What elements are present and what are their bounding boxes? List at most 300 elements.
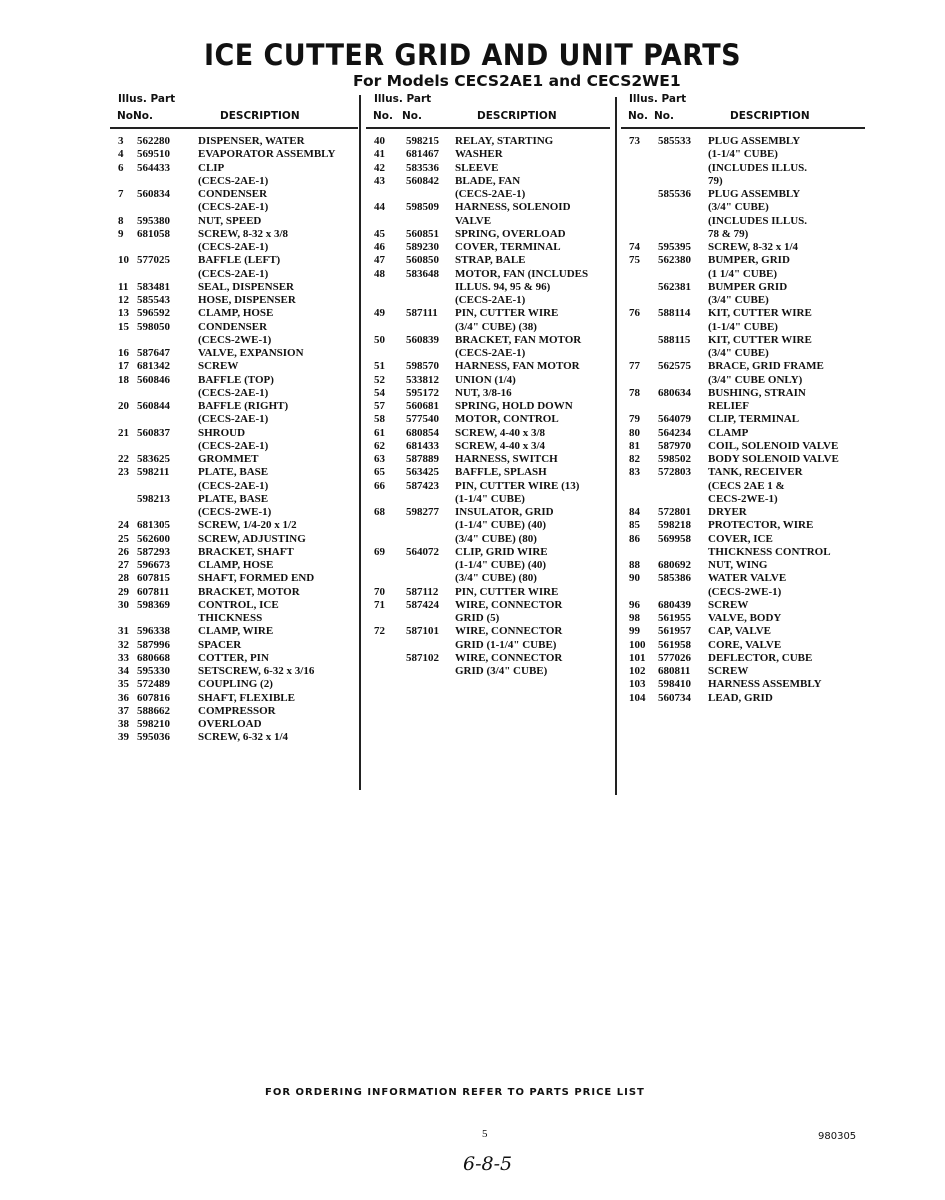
part-description: VALVE, EXPANSION: [198, 347, 304, 359]
part-number: 587102: [406, 651, 439, 664]
illus-number: 45: [374, 227, 385, 240]
part-description: (CECS-2WE-1): [198, 333, 272, 346]
illus-number: 15: [118, 320, 129, 333]
illus-number: 39: [118, 731, 129, 744]
part-description: 78 & 79): [708, 227, 749, 240]
part-description: SCREW: [708, 665, 749, 677]
handwritten-note: 6-8-5: [463, 1153, 513, 1175]
part-description: PROTECTOR, WIRE: [708, 519, 814, 532]
part-description: BRACKET, FAN MOTOR: [455, 333, 582, 346]
part-description: WIRE, CONNECTOR: [455, 625, 563, 638]
part-number: 560681: [406, 400, 439, 412]
header-illus-part: [629, 93, 686, 105]
illus-number: 35: [118, 678, 129, 691]
part-description: (CECS-2AE-1): [198, 267, 269, 280]
part-number: 587111: [406, 307, 438, 320]
part-description: CONDENSER: [198, 320, 268, 333]
illus-number: 77: [629, 360, 640, 373]
part-number: 587996: [137, 638, 170, 651]
part-description: UNION (1/4): [455, 373, 516, 386]
part-number: 595395: [658, 241, 691, 253]
part-number: 598410: [658, 678, 691, 691]
part-number: 583481: [137, 280, 170, 293]
illus-number: 16: [118, 347, 129, 359]
part-description: CLAMP: [708, 426, 749, 439]
part-description: (3/4" CUBE): [708, 347, 769, 359]
part-number: 681058: [137, 227, 170, 240]
part-description: SEAL, DISPENSER: [198, 280, 294, 293]
part-number: 598213: [137, 492, 170, 505]
part-number: 577026: [658, 651, 691, 664]
part-description: DEFLECTOR, CUBE: [708, 651, 813, 664]
illus-number: 52: [374, 373, 385, 386]
part-description: CLIP, GRID WIRE: [455, 545, 548, 558]
illus-number: 40: [374, 135, 385, 147]
part-number: 587101: [406, 625, 439, 638]
part-description: SCREW, 4-40 x 3/4: [455, 439, 546, 452]
part-description: CONDENSER: [198, 188, 268, 200]
part-number: 598570: [406, 360, 439, 373]
page-subtitle: For Models CECS2AE1 and CECS2WE1: [353, 72, 681, 90]
illus-number: 68: [374, 506, 385, 518]
part-number: 680811: [658, 665, 691, 677]
part-description: RELAY, STARTING: [455, 135, 554, 147]
part-description: HARNESS, SWITCH: [455, 453, 558, 465]
part-description: (1-1/4" CUBE): [708, 320, 778, 333]
part-number: 681467: [406, 148, 439, 161]
part-description: PLUG ASSEMBLY: [708, 135, 801, 147]
illus-number: 7: [118, 188, 124, 200]
illus-number: 4: [118, 148, 124, 161]
part-description: HARNESS, SOLENOID: [455, 201, 571, 214]
part-description: (CECS-2AE-1): [455, 347, 526, 359]
illus-number: 62: [374, 439, 385, 452]
part-description: (CECS-2AE-1): [198, 479, 269, 492]
illus-number: 47: [374, 254, 385, 267]
part-description: (CECS-2WE-1): [708, 585, 782, 598]
header-illus: Illus.: [118, 93, 147, 105]
part-number: 569510: [137, 148, 170, 161]
illus-number: 80: [629, 426, 640, 439]
part-number: 564079: [658, 413, 691, 426]
part-number: 560834: [137, 188, 170, 200]
part-description: CLIP, TERMINAL: [708, 413, 800, 426]
part-number: 564072: [406, 545, 439, 558]
part-number: 598215: [406, 135, 439, 147]
part-number: 598050: [137, 320, 170, 333]
part-number: 561957: [658, 625, 691, 638]
part-number: 587423: [406, 479, 439, 492]
illus-number: 86: [629, 532, 640, 545]
illus-number: 98: [629, 612, 640, 624]
part-number: 595036: [137, 731, 170, 744]
part-description: SCREW, 4-40 x 3/8: [455, 426, 546, 439]
part-description: NUT, WING: [708, 559, 768, 571]
part-number: 560844: [137, 400, 170, 412]
illus-number: 22: [118, 453, 129, 465]
illus-number: 20: [118, 400, 129, 412]
part-number: 585536: [658, 188, 691, 200]
part-description: KIT, CUTTER WIRE: [708, 333, 812, 346]
part-description: TANK, RECEIVER: [708, 466, 803, 479]
part-description: GROMMET: [198, 453, 259, 465]
part-description: BRACKET, SHAFT: [198, 545, 294, 558]
illus-number: 70: [374, 585, 385, 598]
part-number: 598218: [658, 519, 691, 532]
part-description: BODY SOLENOID VALVE: [708, 453, 839, 465]
part-number: 587424: [406, 598, 439, 611]
part-description: WIRE, CONNECTOR: [455, 598, 563, 611]
part-number: 569958: [658, 532, 691, 545]
illus-number: 82: [629, 453, 640, 465]
part-number: 562381: [658, 280, 691, 293]
part-number: 607811: [137, 585, 170, 598]
illus-number: 75: [629, 254, 640, 267]
illus-number: 79: [629, 413, 640, 426]
part-description: SPRING, OVERLOAD: [455, 227, 566, 240]
part-description: SCREW, ADJUSTING: [198, 532, 306, 545]
part-description: PLATE, BASE: [198, 492, 269, 505]
illus-number: 21: [118, 426, 129, 439]
illus-number: 90: [629, 572, 640, 585]
illus-number: 66: [374, 479, 385, 492]
illus-number: 72: [374, 625, 385, 638]
part-description: PIN, CUTTER WIRE: [455, 307, 559, 320]
illus-number: 42: [374, 161, 385, 174]
part-description: (3/4" CUBE) (80): [455, 532, 537, 545]
illus-number: 38: [118, 718, 129, 730]
part-description: ILLUS. 94, 95 & 96): [455, 280, 551, 293]
part-description: STRAP, BALE: [455, 254, 526, 267]
part-number: 562600: [137, 532, 170, 545]
illus-number: 96: [629, 598, 640, 611]
part-description: HOSE, DISPENSER: [198, 294, 296, 306]
part-description: KIT, CUTTER WIRE: [708, 307, 812, 320]
part-description: (3/4" CUBE) (80): [455, 572, 537, 585]
part-number: 680854: [406, 426, 439, 439]
illus-number: 10: [118, 254, 129, 267]
header-rule: [621, 127, 865, 129]
part-number: 595330: [137, 665, 170, 677]
illus-number: 63: [374, 453, 385, 465]
part-description: BLADE, FAN: [455, 174, 521, 187]
part-description: MOTOR, CONTROL: [455, 413, 559, 426]
header-illus-no: No.: [117, 110, 137, 122]
illus-number: 8: [118, 214, 124, 227]
part-description: BUMPER GRID: [708, 280, 788, 293]
illus-number: 69: [374, 545, 385, 558]
illus-number: 13: [118, 307, 129, 320]
part-number: 598369: [137, 598, 170, 611]
part-description: BRACKET, MOTOR: [198, 585, 300, 598]
part-number: 588115: [658, 333, 691, 346]
part-number: 564433: [137, 161, 170, 174]
part-description: (CECS-2AE-1): [198, 413, 269, 426]
part-number: 560842: [406, 174, 439, 187]
illus-number: 32: [118, 638, 129, 651]
illus-number: 44: [374, 201, 385, 214]
part-number: 572803: [658, 466, 691, 479]
part-number: 595380: [137, 214, 170, 227]
part-description: THICKNESS: [198, 612, 263, 624]
part-description: SPRING, HOLD DOWN: [455, 400, 573, 412]
part-description: (3/4" CUBE) (38): [455, 320, 537, 333]
part-number: 561955: [658, 612, 691, 624]
illus-number: 84: [629, 506, 640, 518]
part-description: (CECS-2AE-1): [455, 294, 526, 306]
part-description: WASHER: [455, 148, 503, 161]
page-number: 5: [482, 1128, 488, 1140]
part-description: PIN, CUTTER WIRE (13): [455, 479, 580, 492]
part-description: SCREW, 6-32 x 1/4: [198, 731, 289, 744]
part-description: WIRE, CONNECTOR: [455, 651, 563, 664]
part-description: GRID (1-1/4" CUBE): [455, 638, 557, 651]
illus-number: 28: [118, 572, 129, 585]
part-description: SHROUD: [198, 426, 246, 439]
illus-number: 33: [118, 651, 129, 664]
page-title: ICE CUTTER GRID AND UNIT PARTS: [203, 38, 742, 72]
illus-number: 27: [118, 559, 129, 571]
part-description: VALVE: [455, 214, 492, 227]
part-description: (CECS 2AE 1 &: [708, 479, 785, 492]
illus-number: 104: [629, 691, 646, 704]
part-description: BUSHING, STRAIN: [708, 386, 806, 399]
illus-number: 76: [629, 307, 640, 320]
part-description: SHAFT, FORMED END: [198, 572, 315, 585]
part-description: COMPRESSOR: [198, 704, 276, 717]
illus-number: 9: [118, 227, 124, 240]
part-description: BRACE, GRID FRAME: [708, 360, 824, 373]
ordering-note: FOR ORDERING INFORMATION REFER TO PARTS PRICE LIST: [265, 1087, 645, 1098]
part-number: 560850: [406, 254, 439, 267]
illus-number: 65: [374, 466, 385, 479]
part-number: 681433: [406, 439, 439, 452]
part-description: PLUG ASSEMBLY: [708, 188, 801, 200]
illus-number: 18: [118, 373, 129, 386]
illus-number: 54: [374, 386, 385, 399]
illus-number: 81: [629, 439, 640, 452]
illus-number: 24: [118, 519, 129, 532]
part-number: 560851: [406, 227, 439, 240]
illus-number: 46: [374, 241, 385, 253]
part-description: COVER, ICE: [708, 532, 773, 545]
part-description: (CECS-2AE-1): [198, 386, 269, 399]
part-number: 587647: [137, 347, 170, 359]
part-number: 560837: [137, 426, 170, 439]
part-number: 562280: [137, 135, 170, 147]
header-part-no: No.: [133, 110, 153, 122]
part-number: 561958: [658, 638, 691, 651]
part-description: CLIP: [198, 161, 225, 174]
illus-number: 31: [118, 625, 129, 638]
illus-number: 3: [118, 135, 124, 147]
document-number: 980305: [818, 1131, 857, 1142]
part-number: 680439: [658, 598, 691, 611]
part-description: NUT, 3/8-16: [455, 386, 512, 399]
part-number: 587889: [406, 453, 439, 465]
part-number: 560734: [658, 691, 691, 704]
part-description: (CECS-2AE-1): [198, 174, 269, 187]
part-description: CECS-2WE-1): [708, 492, 778, 505]
part-description: CONTROL, ICE: [198, 598, 279, 611]
part-number: 595172: [406, 386, 439, 399]
part-description: (CECS-2AE-1): [198, 241, 269, 253]
header-description: DESCRIPTION: [477, 110, 557, 122]
header-illus-no: No.: [628, 110, 648, 122]
part-description: (CECS-2AE-1): [455, 188, 526, 200]
part-description: LEAD, GRID: [708, 691, 773, 704]
header-illus-no: No.: [373, 110, 393, 122]
header-part: Part: [661, 93, 687, 105]
part-description: CORE, VALVE: [708, 638, 782, 651]
header-rule: [110, 127, 358, 129]
part-number: 577025: [137, 254, 170, 267]
illus-number: 12: [118, 294, 129, 306]
header-description: DESCRIPTION: [220, 110, 300, 122]
part-description: CAP, VALVE: [708, 625, 771, 638]
part-number: 607816: [137, 691, 170, 704]
part-number: 562575: [658, 360, 691, 373]
part-description: HARNESS, FAN MOTOR: [455, 360, 580, 373]
part-description: RELIEF: [708, 400, 749, 412]
part-description: (3/4" CUBE): [708, 201, 769, 214]
part-number: 564234: [658, 426, 691, 439]
part-number: 680692: [658, 559, 691, 571]
illus-number: 37: [118, 704, 129, 717]
illus-number: 41: [374, 148, 385, 161]
illus-number: 74: [629, 241, 640, 253]
part-description: COUPLING (2): [198, 678, 273, 691]
illus-number: 58: [374, 413, 385, 426]
part-number: 583648: [406, 267, 439, 280]
part-number: 589230: [406, 241, 439, 253]
part-description: (INCLUDES ILLUS.: [708, 161, 808, 174]
illus-number: 43: [374, 174, 385, 187]
part-number: 598509: [406, 201, 439, 214]
part-description: (1-1/4" CUBE): [708, 148, 778, 161]
header-part: Part: [406, 93, 432, 105]
part-number: 681342: [137, 360, 170, 373]
header-illus: Illus.: [629, 93, 658, 105]
part-description: BUMPER, GRID: [708, 254, 790, 267]
part-description: (INCLUDES ILLUS.: [708, 214, 808, 227]
part-description: INSULATOR, GRID: [455, 506, 554, 518]
header-part-no: No.: [402, 110, 422, 122]
illus-number: 6: [118, 161, 124, 174]
part-description: (3/4" CUBE ONLY): [708, 373, 803, 386]
header-description: DESCRIPTION: [730, 110, 810, 122]
part-number: 585543: [137, 294, 170, 306]
header-part: Part: [150, 93, 176, 105]
part-description: SLEEVE: [455, 161, 499, 174]
part-description: SCREW, 8-32 x 1/4: [708, 241, 799, 253]
part-number: 588114: [658, 307, 691, 320]
part-number: 598210: [137, 718, 170, 730]
part-description: BAFFLE (LEFT): [198, 254, 281, 267]
part-description: GRID (3/4" CUBE): [455, 665, 548, 677]
part-number: 680668: [137, 651, 170, 664]
part-description: BAFFLE (TOP): [198, 373, 274, 386]
part-description: HARNESS ASSEMBLY: [708, 678, 822, 691]
illus-number: 29: [118, 585, 129, 598]
part-description: SETSCREW, 6-32 x 3/16: [198, 665, 315, 677]
header-rule: [366, 127, 610, 129]
part-description: (1-1/4" CUBE) (40): [455, 519, 547, 532]
part-description: SHAFT, FLEXIBLE: [198, 691, 295, 704]
header-illus: Illus.: [374, 93, 403, 105]
part-number: 596673: [137, 559, 170, 571]
part-number: 680634: [658, 386, 691, 399]
part-number: 563425: [406, 466, 439, 479]
part-number: 577540: [406, 413, 439, 426]
header-illus-part: [374, 93, 431, 105]
part-description: GRID (5): [455, 612, 500, 624]
part-number: 585386: [658, 572, 691, 585]
illus-number: 100: [629, 638, 646, 651]
part-description: THICKNESS CONTROL: [708, 545, 831, 558]
part-description: (CECS-2WE-1): [198, 506, 272, 518]
illus-number: 85: [629, 519, 640, 532]
part-number: 598502: [658, 453, 691, 465]
part-description: SPACER: [198, 638, 242, 651]
illus-number: 99: [629, 625, 640, 638]
illus-number: 17: [118, 360, 129, 373]
column-divider: [359, 95, 361, 790]
part-number: 607815: [137, 572, 170, 585]
header-part-no: No.: [654, 110, 674, 122]
part-description: MOTOR, FAN (INCLUDES: [455, 267, 589, 280]
part-description: VALVE, BODY: [708, 612, 782, 624]
illus-number: 51: [374, 360, 385, 373]
part-number: 585533: [658, 135, 691, 147]
header-illus-part: [118, 93, 175, 105]
part-description: (1-1/4" CUBE): [455, 492, 525, 505]
part-description: (CECS-2AE-1): [198, 439, 269, 452]
illus-number: 88: [629, 559, 640, 571]
part-description: BAFFLE (RIGHT): [198, 400, 289, 412]
part-number: 587970: [658, 439, 691, 452]
part-number: 588662: [137, 704, 170, 717]
illus-number: 48: [374, 267, 385, 280]
illus-number: 49: [374, 307, 385, 320]
illus-number: 23: [118, 466, 129, 479]
illus-number: 57: [374, 400, 385, 412]
part-number: 583625: [137, 453, 170, 465]
part-number: 598211: [137, 466, 170, 479]
part-description: DISPENSER, WATER: [198, 135, 305, 147]
part-description: DRYER: [708, 506, 747, 518]
part-description: 79): [708, 174, 723, 187]
illus-number: 36: [118, 691, 129, 704]
illus-number: 102: [629, 665, 646, 677]
part-description: (3/4" CUBE): [708, 294, 769, 306]
illus-number: 61: [374, 426, 385, 439]
part-description: (CECS-2AE-1): [198, 201, 269, 214]
illus-number: 71: [374, 598, 385, 611]
part-description: CLAMP, HOSE: [198, 307, 274, 320]
part-description: CLAMP, HOSE: [198, 559, 274, 571]
part-description: EVAPORATOR ASSEMBLY: [198, 148, 336, 161]
part-number: 587112: [406, 585, 439, 598]
part-description: PLATE, BASE: [198, 466, 269, 479]
part-description: COTTER, PIN: [198, 651, 269, 664]
part-number: 587293: [137, 545, 170, 558]
illus-number: 103: [629, 678, 646, 691]
part-number: 533812: [406, 373, 439, 386]
part-number: 560839: [406, 333, 439, 346]
part-number: 681305: [137, 519, 170, 532]
part-number: 598277: [406, 506, 439, 518]
